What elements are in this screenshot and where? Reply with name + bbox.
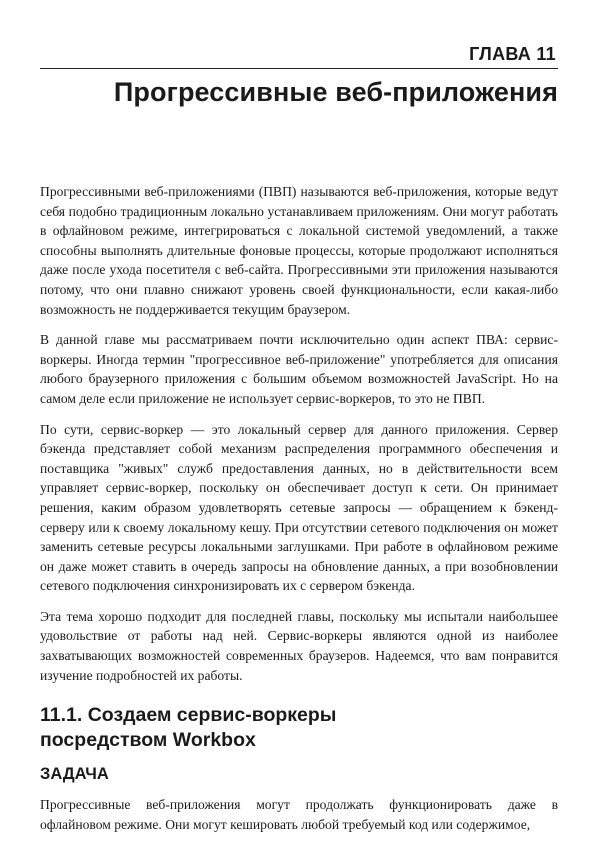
chapter-label: ГЛАВА 11: [469, 44, 556, 64]
subsection-heading-task: ЗАДАЧА: [40, 765, 109, 784]
page-body: [40, 182, 558, 845]
chapter-title: Прогрессивные веб-приложения: [113, 77, 558, 107]
paragraph-closing: Эта тема хорошо подходит для последней главы, поскольку мы испытали наибольшее удовольствие от работы над ней. Сервис-воркеры являются одной из наиболее захватывающих возможностей современных браузеров. Надеемся, что вам понравится изучение подробностей их работы.: [40, 608, 558, 683]
section-heading-line-1: 11.1. Создаем сервис-воркеры: [40, 704, 337, 727]
paragraph-service-worker: По сути, сервис-воркер — это локальный сервер для данного приложения. Сервер бэкенда представляет собой механизм распределения программного обеспечения и поставщика "живых" служб предоставления данных, но в действительности всем управляет сервис-воркер, поскольку он обеспечивает доступ к сети. Он принимает решения, каким образом удовлетворять сетевые запросы — обращением к бэкенд-серверу или к своему локальному кешу. При отсутствии сетевого подключения он может заменить сетевые ресурсы локальными заглушками. При работе в офлайновом режиме он даже может ставить в очередь запросы на обновление данных, а при возобновлении сетевого подключения синхронизировать их с сервером бэкенда.: [40, 421, 558, 594]
section-heading-line-2: посредством Workbox: [40, 729, 256, 752]
paragraph-scope: В данной главе мы рассматриваем почти исключительно один аспект ПВА: сервис-воркеры. Иногда термин "прогрессивное веб-приложение" употребляется для описания любого браузерного приложения с большим объемом возможностей JavaScript. Но на самом деле если приложение не использует сервис-воркеров, то это не ПВП.: [40, 332, 558, 406]
paragraph-intro: Прогрессивными веб-приложениями (ПВП) называются веб-приложения, которые ведут себя подобно традиционным локально устанавливаем приложениям. Они могут работать в офлайновом режиме, интегрироваться с локальной системой уведомлений, а также способны выполнять длительные фоновые процессы, которые продолжают исполняться даже после ухода посетителя с веб-сайта. Прогрессивными эти приложения называются потому, что они плавно снижают уровень своей функциональности, если какая-либо возможность не поддерживается текущим браузером.: [40, 184, 558, 317]
header-divider: [40, 68, 558, 69]
paragraph-task: Прогрессивные веб-приложения могут продолжать функционировать даже в офлайновом режиме. Они могут кешировать любой требуемый код или содержимое,: [40, 797, 558, 832]
section-heading: [40, 703, 558, 753]
